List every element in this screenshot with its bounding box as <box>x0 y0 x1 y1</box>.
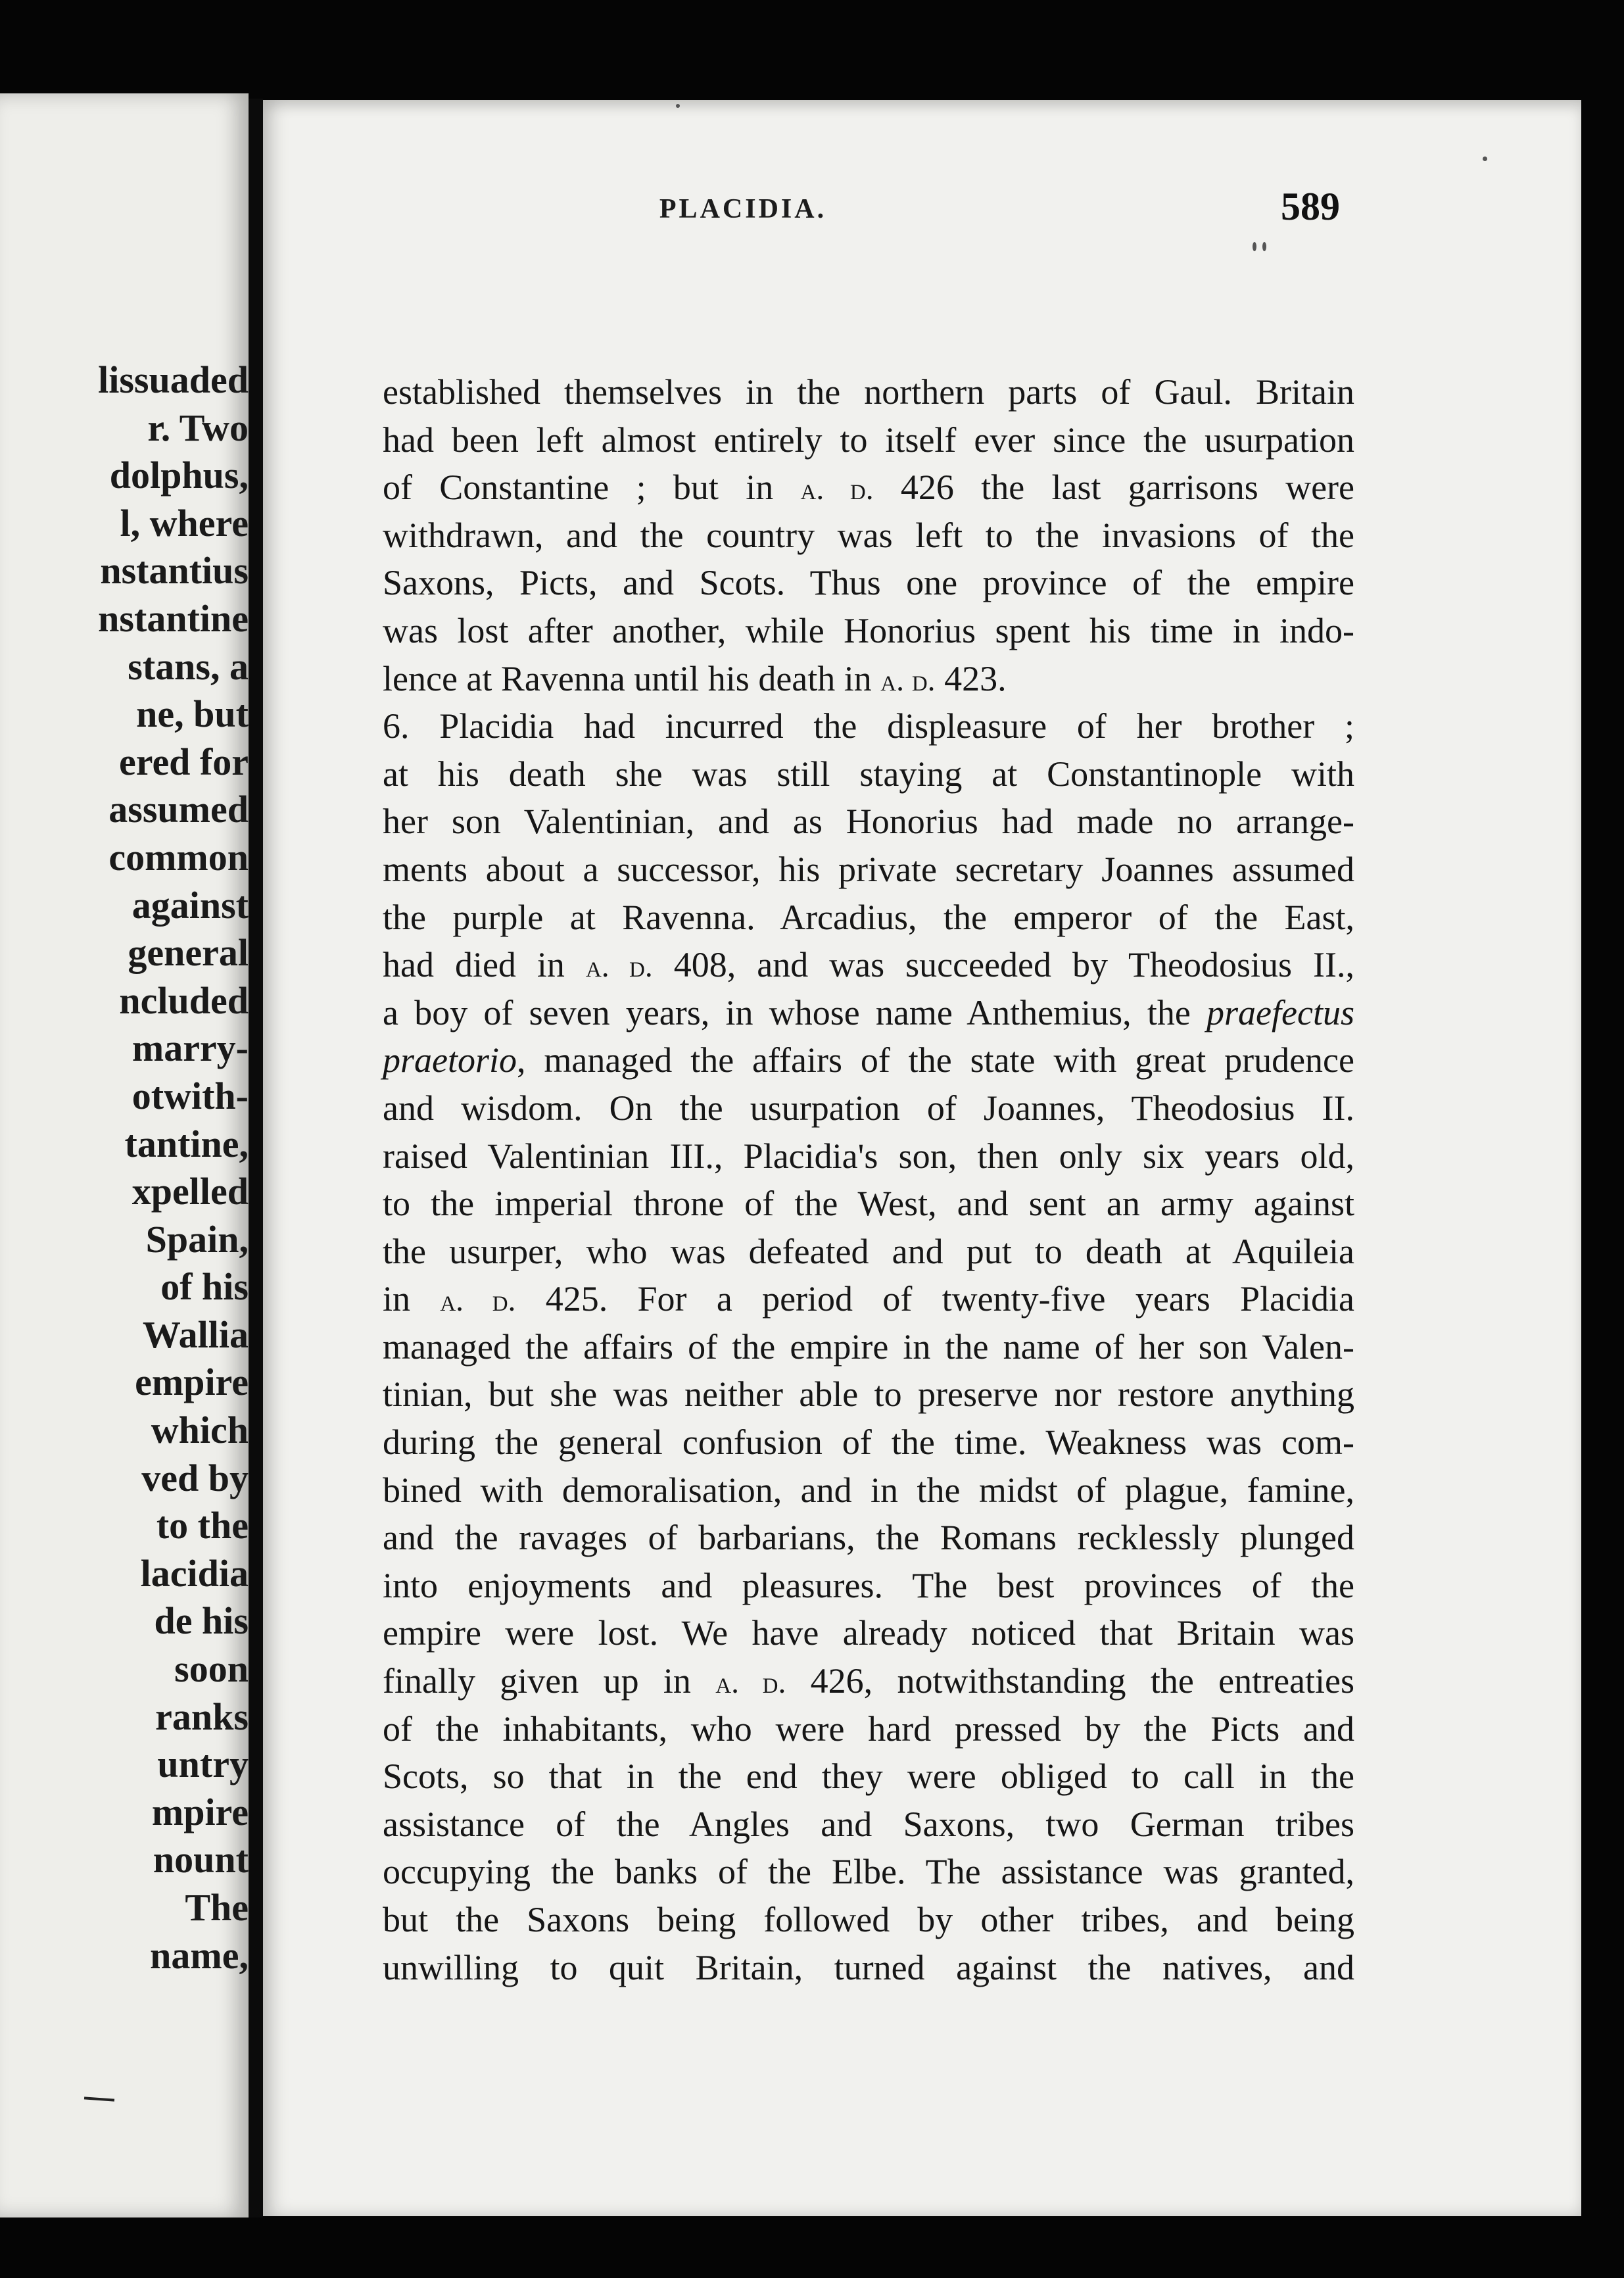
previous-page-line: otwith- <box>131 1074 249 1117</box>
previous-page-line: The <box>185 1886 249 1929</box>
previous-page-line: Spain, <box>145 1217 249 1261</box>
previous-page-line: r. Two <box>147 406 249 449</box>
previous-page-text <box>0 356 249 1979</box>
text-line: had been left almost entirely to itself ever since the usurpation <box>383 420 1354 460</box>
text-line: in a. d. 425. For a period of twenty-five years Placidia <box>383 1279 1354 1319</box>
previous-page-line: general <box>128 931 249 975</box>
page-number: 589 <box>1281 185 1340 228</box>
previous-page-line: ved by <box>141 1456 249 1499</box>
previous-page-line: untry <box>157 1743 249 1786</box>
previous-page-line: lacidia <box>140 1551 249 1595</box>
text-line: withdrawn, and the country was left to the invasions of the <box>383 515 1354 555</box>
previous-page-line: lissuaded <box>98 358 249 401</box>
text-line: and wisdom. On the usurpation of Joannes, Theodosius II. <box>383 1088 1354 1128</box>
text-line: bined with demoralisation, and in the midst of plague, famine, <box>383 1470 1354 1510</box>
text-line: the usurper, who was defeated and put to death at Aquileia <box>383 1231 1354 1271</box>
body-text <box>383 368 1354 1991</box>
previous-page-line: mpire <box>151 1790 249 1833</box>
ink-speck <box>1253 242 1256 251</box>
previous-page-line: de his <box>154 1599 249 1643</box>
previous-page-line: marry- <box>131 1027 249 1070</box>
ink-speck <box>1262 242 1266 251</box>
previous-page-line: common <box>108 835 249 879</box>
text-line: occupying the banks of the Elbe. The assistance was granted, <box>383 1852 1354 1892</box>
previous-page-line: ncluded <box>119 979 249 1022</box>
previous-page-line: xpelled <box>131 1170 249 1213</box>
text-line: Saxons, Picts, and Scots. Thus one province of the empire <box>383 563 1354 603</box>
previous-page <box>0 93 249 2217</box>
text-line: tinian, but she was neither able to preserve nor restore anything <box>383 1374 1354 1415</box>
previous-page-line: dolphus, <box>109 454 249 497</box>
previous-page-line: ne, but <box>136 692 249 736</box>
ink-speck <box>676 104 680 108</box>
book-gutter <box>249 99 263 2217</box>
text-line: of the inhabitants, who were hard pressed by the Picts and <box>383 1708 1354 1749</box>
text-line: ments about a successor, his private secretary Joannes assumed <box>383 849 1354 889</box>
text-line: was lost after another, while Honorius spent his time in indo- <box>383 610 1354 650</box>
text-line: to the imperial throne of the West, and sent an army against <box>383 1184 1354 1224</box>
previous-page-line: stans, a <box>128 644 249 688</box>
text-line: and the ravages of barbarians, the Romans recklessly plunged <box>383 1518 1354 1558</box>
previous-page-line: against <box>131 883 249 927</box>
text-line: Scots, so that in the end they were obliged to call in the <box>383 1757 1354 1797</box>
previous-page-line: Wallia <box>142 1313 249 1356</box>
previous-page-line: to the <box>156 1504 249 1547</box>
text-line: established themselves in the northern parts of Gaul. Britain <box>383 372 1354 412</box>
previous-page-line: tantine, <box>124 1122 249 1165</box>
text-line: finally given up in a. d. 426, notwithstanding the entreaties <box>383 1661 1354 1701</box>
text-line: at his death she was still staying at Constantinople with <box>383 754 1354 794</box>
previous-page-line: which <box>151 1409 249 1452</box>
text-line: raised Valentinian III., Placidia's son, then only six years old, <box>383 1136 1354 1176</box>
text-line: lence at Ravenna until his death in a. d. 423. <box>383 658 1007 698</box>
text-line: her son Valentinian, and as Honorius had made no arrange- <box>383 802 1354 842</box>
previous-page-line: empire <box>135 1361 249 1404</box>
text-line: managed the affairs of the empire in the name of her son Valen- <box>383 1326 1354 1367</box>
text-line: had died in a. d. 408, and was succeeded by Theodosius II., <box>383 945 1354 985</box>
running-title: PLACIDIA. <box>659 194 827 224</box>
previous-page-line: of his <box>160 1265 249 1309</box>
text-line: into enjoyments and pleasures. The best provinces of the <box>383 1565 1354 1605</box>
text-line: of Constantine ; but in a. d. 426 the last garrisons were <box>383 468 1354 508</box>
text-line: the purple at Ravenna. Arcadius, the emperor of the East, <box>383 897 1354 937</box>
text-line: unwilling to quit Britain, turned against the natives, and <box>383 1947 1354 1987</box>
text-line: empire were lost. We have already noticed that Britain was <box>383 1613 1354 1653</box>
text-line: during the general confusion of the time. Weakness was com- <box>383 1422 1354 1463</box>
previous-page-line: l, where <box>120 501 249 545</box>
text-line: praetorio, managed the affairs of the state with great prudence <box>383 1040 1354 1080</box>
text-line: assistance of the Angles and Saxons, two German tribes <box>383 1804 1354 1844</box>
previous-page-line: name, <box>150 1933 249 1977</box>
text-line: but the Saxons being followed by other tribes, and being <box>383 1900 1354 1939</box>
previous-page-line: ered for <box>119 740 249 783</box>
text-line: a boy of seven years, in whose name Anthemius, the praefectus <box>383 992 1354 1032</box>
page-header <box>381 183 1353 235</box>
ink-speck <box>1483 157 1487 161</box>
previous-page-line: nstantine <box>98 596 249 640</box>
previous-page-line: soon <box>174 1647 249 1691</box>
ink-stroke <box>84 2096 114 2101</box>
previous-page-line: nstantius <box>100 549 249 593</box>
previous-page-line: nount <box>153 1838 249 1881</box>
previous-page-line: assumed <box>108 788 249 831</box>
previous-page-line: ranks <box>155 1695 249 1738</box>
text-line: 6. Placidia had incurred the displeasure of her brother ; <box>383 706 1354 746</box>
